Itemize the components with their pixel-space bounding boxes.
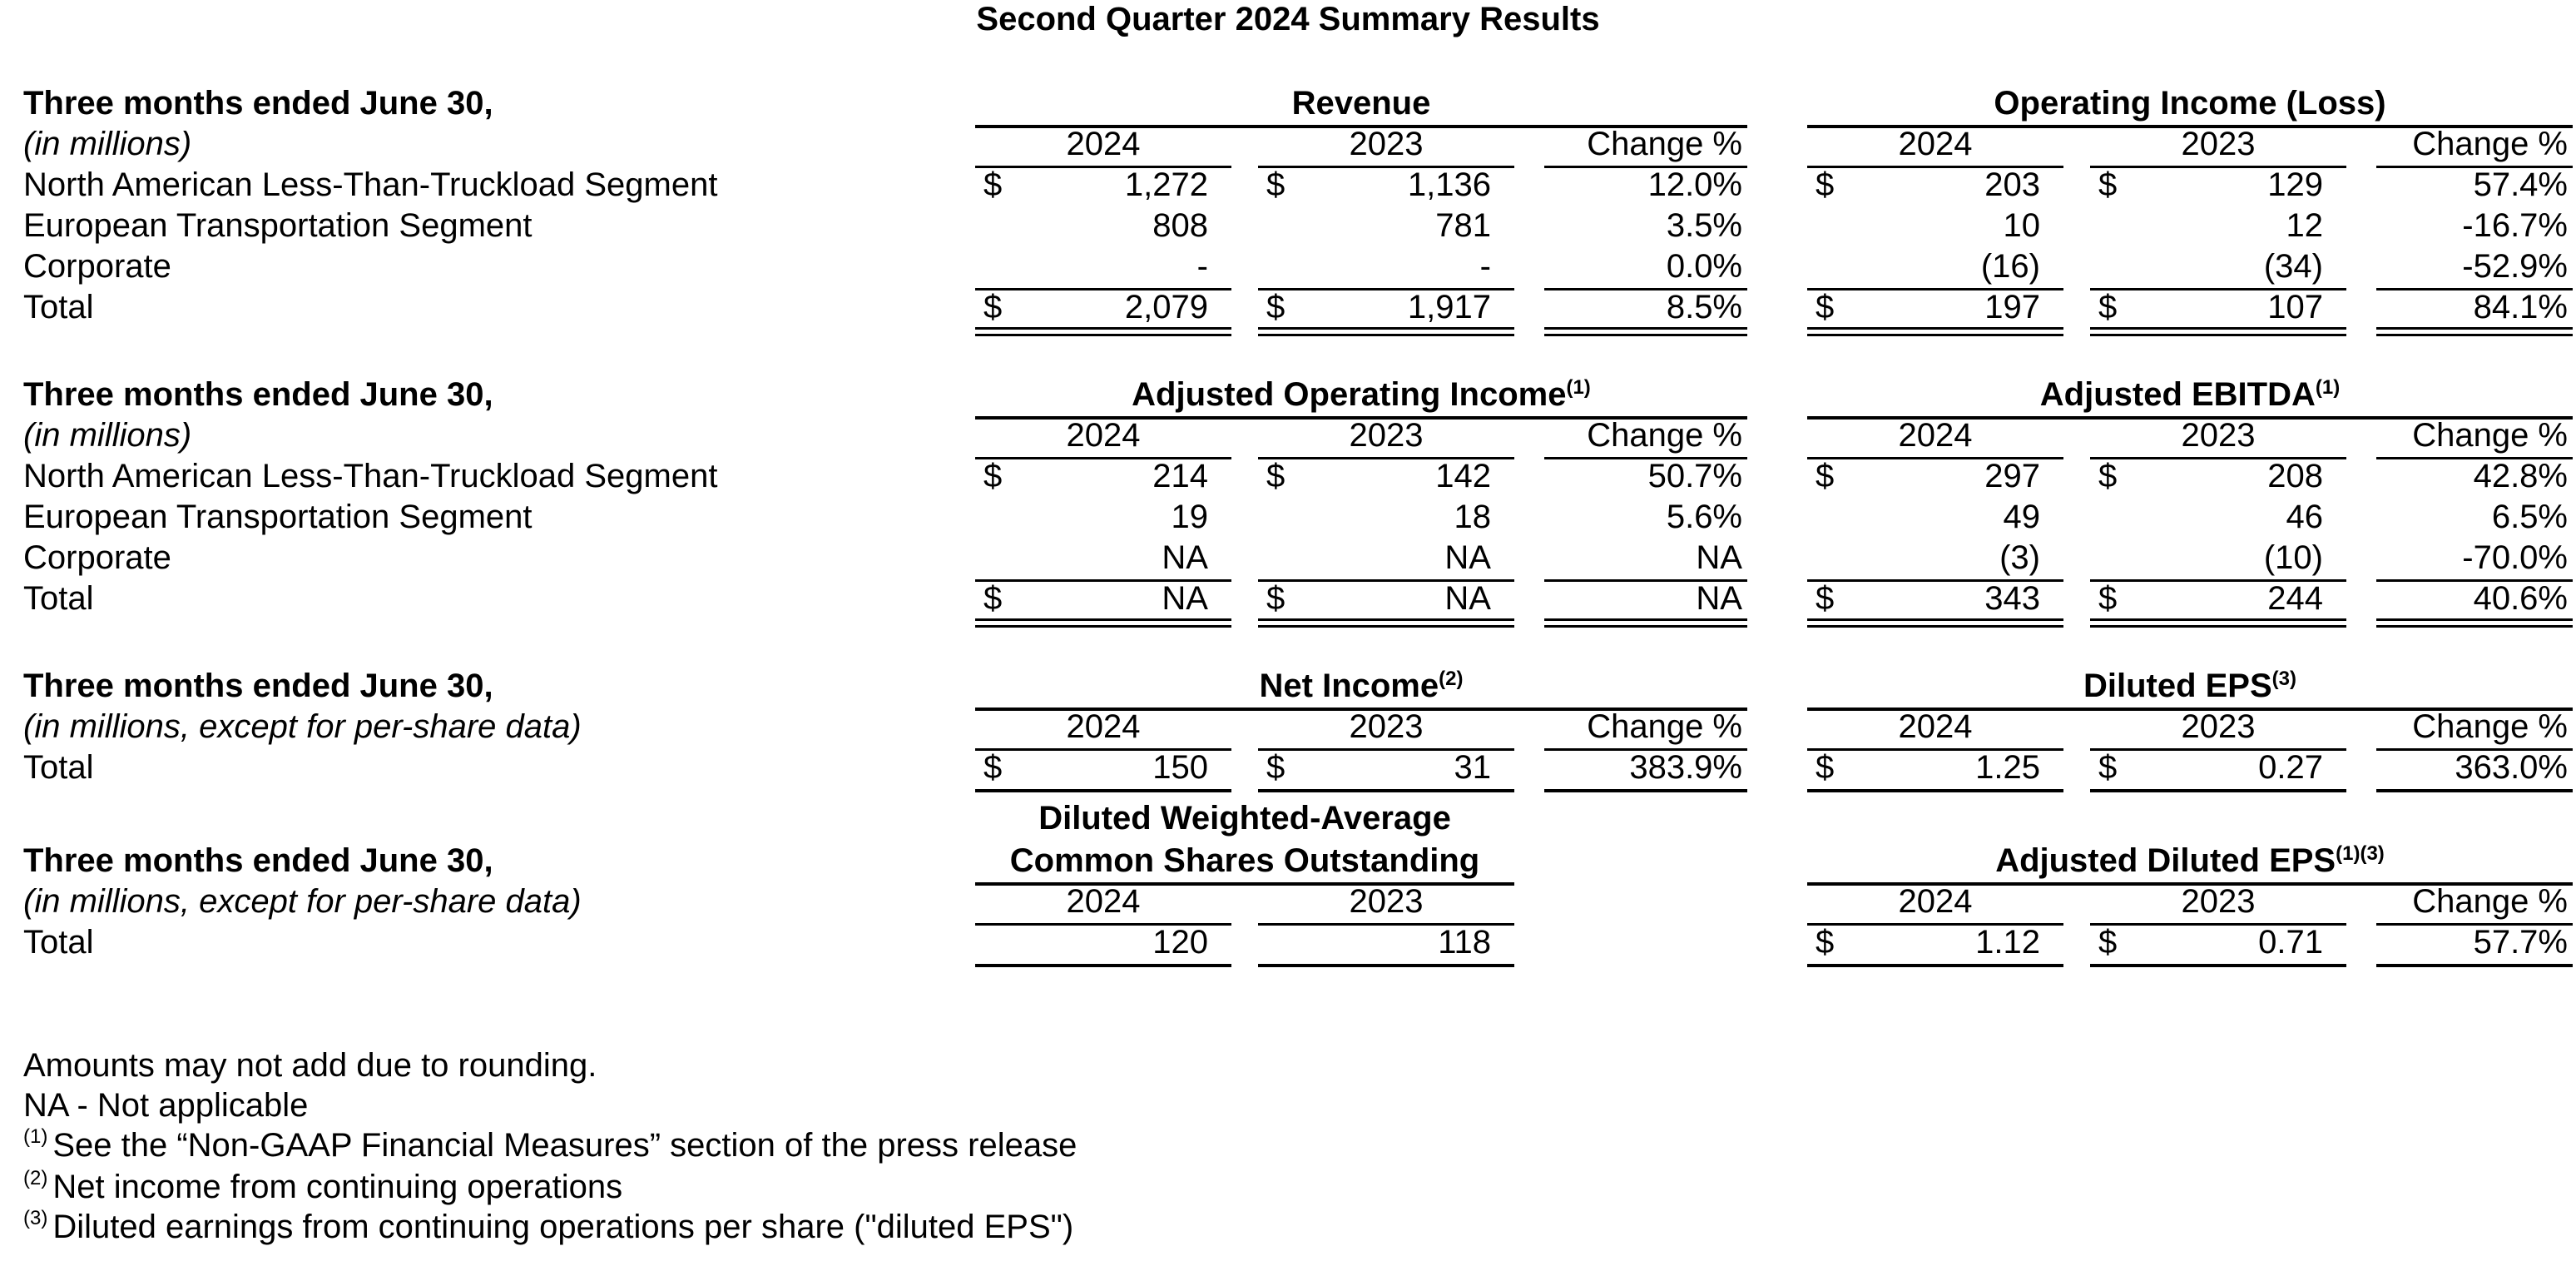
cell-value-2023: 31 bbox=[1454, 749, 1491, 786]
cell-value-2024: 214 bbox=[1152, 458, 1208, 494]
year-header: 2023 bbox=[2181, 708, 2256, 745]
cell-change-percent: 57.4% bbox=[2473, 166, 2568, 203]
dollar-sign: $ bbox=[2098, 580, 2118, 617]
dollar-sign: $ bbox=[1266, 166, 1286, 203]
dollar-sign: $ bbox=[1816, 924, 1835, 961]
cell-change-percent: 40.6% bbox=[2473, 580, 2568, 617]
change-header: Change % bbox=[2412, 883, 2568, 920]
rule-line bbox=[2090, 964, 2346, 967]
dollar-sign: $ bbox=[2098, 924, 2118, 961]
cell-change-percent: 42.8% bbox=[2473, 458, 2568, 494]
group-title-text: Net Income bbox=[1259, 668, 1439, 704]
cell-change-percent: 383.9% bbox=[1629, 749, 1742, 786]
footnote-marker: (1)(3) bbox=[2336, 842, 2385, 865]
units-label: (in millions, except for per-share data) bbox=[23, 883, 582, 920]
rule-line bbox=[1258, 964, 1514, 967]
cell-change-percent: -16.7% bbox=[2462, 207, 2568, 244]
year-header: 2023 bbox=[1349, 708, 1424, 745]
cell-change-percent: 3.5% bbox=[1666, 207, 1742, 244]
dollar-sign: $ bbox=[2098, 289, 2118, 325]
cell-change-percent: 6.5% bbox=[2491, 499, 2568, 535]
rule-line bbox=[975, 789, 1231, 792]
year-header: 2024 bbox=[1066, 883, 1141, 920]
footnote bbox=[23, 1047, 597, 1085]
cell-value-2024: 1,272 bbox=[1124, 166, 1208, 203]
cell-value-2023: 46 bbox=[2286, 499, 2323, 535]
row-label: North American Less-Than-Truckload Segment bbox=[23, 458, 718, 494]
year-header: 2024 bbox=[1898, 708, 1973, 745]
dollar-sign: $ bbox=[983, 166, 1003, 203]
footnote-text: Diluted earnings from continuing operations per share ("diluted EPS") bbox=[52, 1209, 1074, 1245]
cell-value-2024: 2,079 bbox=[1124, 289, 1208, 325]
cell-value-2023: 12 bbox=[2286, 207, 2323, 244]
double-rule-line bbox=[2090, 618, 2346, 628]
rule-line bbox=[1544, 789, 1747, 792]
cell-value-2023: 0.71 bbox=[2258, 924, 2323, 961]
group-title bbox=[975, 668, 1747, 705]
row-label: Total bbox=[23, 580, 94, 617]
cell-value-2023: 118 bbox=[1438, 924, 1491, 961]
cell-value-2024: 19 bbox=[1171, 499, 1208, 535]
cell-value-2024: 343 bbox=[1984, 580, 2040, 617]
cell-value-2024: 1.25 bbox=[1975, 749, 2040, 786]
cell-value-2024: 150 bbox=[1152, 749, 1208, 786]
dollar-sign: $ bbox=[1266, 458, 1286, 494]
double-rule-line bbox=[1544, 327, 1747, 336]
dollar-sign: $ bbox=[2098, 749, 2118, 786]
footnote bbox=[23, 1209, 1073, 1246]
group-title bbox=[975, 85, 1747, 122]
group-title bbox=[1807, 85, 2573, 122]
year-header: 2024 bbox=[1898, 883, 1973, 920]
change-header: Change % bbox=[1587, 417, 1742, 454]
cell-change-percent: 12.0% bbox=[1647, 166, 1742, 203]
double-rule-line bbox=[1807, 327, 2063, 336]
footnote-marker: (1) bbox=[2315, 376, 2341, 399]
dollar-sign: $ bbox=[983, 289, 1003, 325]
footnote-number: (3) bbox=[23, 1207, 48, 1229]
row-label: Total bbox=[23, 924, 94, 961]
rule-line bbox=[2376, 964, 2573, 967]
cell-value-2024: NA bbox=[1162, 539, 1208, 576]
footnote-marker: (1) bbox=[1566, 376, 1591, 399]
double-rule-line bbox=[1544, 618, 1747, 628]
change-header: Change % bbox=[2412, 417, 2568, 454]
cell-value-2024: 197 bbox=[1984, 289, 2040, 325]
double-rule-line bbox=[2376, 327, 2573, 336]
cell-value-2023: 107 bbox=[2267, 289, 2323, 325]
footnote bbox=[23, 1127, 1077, 1164]
double-rule-line bbox=[1807, 618, 2063, 628]
cell-value-2024: 49 bbox=[2003, 499, 2040, 535]
dollar-sign: $ bbox=[2098, 458, 2118, 494]
cell-value-2024: 203 bbox=[1984, 166, 2040, 203]
cell-value-2023: NA bbox=[1444, 539, 1491, 576]
rule-line bbox=[975, 964, 1231, 967]
dollar-sign: $ bbox=[1816, 580, 1835, 617]
group-title-text: Adjusted Diluted EPS bbox=[1995, 842, 2336, 879]
dollar-sign: $ bbox=[1266, 580, 1286, 617]
units-label: (in millions, except for per-share data) bbox=[23, 708, 582, 745]
footnote bbox=[23, 1087, 308, 1125]
group-title-text: Revenue bbox=[1291, 85, 1431, 122]
cell-value-2024: (16) bbox=[1980, 248, 2040, 285]
cell-value-2023: (10) bbox=[2263, 539, 2323, 576]
cell-change-percent: 8.5% bbox=[1666, 289, 1742, 325]
cell-value-2023: 0.27 bbox=[2258, 749, 2323, 786]
cell-change-percent: -52.9% bbox=[2462, 248, 2568, 285]
year-header: 2024 bbox=[1066, 126, 1141, 162]
period-label: Three months ended June 30, bbox=[23, 376, 493, 413]
cell-change-percent: 84.1% bbox=[2473, 289, 2568, 325]
cell-change-percent: 363.0% bbox=[2455, 749, 2568, 786]
cell-change-percent: 50.7% bbox=[1647, 458, 1742, 494]
dollar-sign: $ bbox=[2098, 166, 2118, 203]
change-header: Change % bbox=[2412, 126, 2568, 162]
cell-value-2024: 808 bbox=[1152, 207, 1208, 244]
dollar-sign: $ bbox=[1816, 458, 1835, 494]
rule-line bbox=[1807, 964, 2063, 967]
dollar-sign: $ bbox=[983, 580, 1003, 617]
cell-value-2024: 1.12 bbox=[1975, 924, 2040, 961]
cell-change-percent: -70.0% bbox=[2462, 539, 2568, 576]
year-header: 2023 bbox=[1349, 883, 1424, 920]
cell-value-2024: 120 bbox=[1152, 924, 1208, 961]
footnote-number: (2) bbox=[23, 1167, 48, 1189]
row-label: European Transportation Segment bbox=[23, 499, 533, 535]
cell-value-2023: NA bbox=[1444, 580, 1491, 617]
dollar-sign: $ bbox=[1266, 749, 1286, 786]
cell-value-2023: (34) bbox=[2263, 248, 2323, 285]
dollar-sign: $ bbox=[983, 749, 1003, 786]
group-title bbox=[1807, 842, 2573, 880]
group-title-text: Common Shares Outstanding bbox=[1009, 842, 1480, 879]
footnote bbox=[23, 1169, 622, 1206]
footnote-text: Net income from continuing operations bbox=[52, 1169, 623, 1205]
period-label: Three months ended June 30, bbox=[23, 85, 493, 122]
double-rule-line bbox=[975, 327, 1231, 336]
double-rule-line bbox=[1258, 618, 1514, 628]
rule-line bbox=[2376, 789, 2573, 792]
group-title bbox=[975, 842, 1514, 880]
cell-change-percent: NA bbox=[1696, 539, 1742, 576]
year-header: 2023 bbox=[1349, 417, 1424, 454]
group-title-text: Adjusted Operating Income bbox=[1132, 376, 1567, 413]
footnote-marker: (3) bbox=[2271, 668, 2297, 690]
footnote-text: NA - Not applicable bbox=[23, 1087, 309, 1124]
dollar-sign: $ bbox=[1816, 166, 1835, 203]
row-label: Total bbox=[23, 289, 94, 325]
group-title-text: Adjusted EBITDA bbox=[2039, 376, 2316, 413]
units-label: (in millions) bbox=[23, 126, 192, 162]
cell-change-percent: 0.0% bbox=[1666, 248, 1742, 285]
cell-value-2024: NA bbox=[1162, 580, 1208, 617]
dollar-sign: $ bbox=[1816, 749, 1835, 786]
cell-change-percent: 5.6% bbox=[1666, 499, 1742, 535]
row-label: Corporate bbox=[23, 248, 171, 285]
units-label: (in millions) bbox=[23, 417, 192, 454]
rule-line bbox=[1807, 789, 2063, 792]
cell-value-2023: - bbox=[1479, 248, 1491, 285]
group-title bbox=[1807, 376, 2573, 414]
group-title bbox=[1807, 668, 2573, 705]
cell-value-2023: 142 bbox=[1435, 458, 1491, 494]
group-title-text: Diluted EPS bbox=[2083, 668, 2272, 704]
year-header: 2023 bbox=[2181, 883, 2256, 920]
double-rule-line bbox=[975, 618, 1231, 628]
rule-line bbox=[1258, 789, 1514, 792]
footnote-marker: (2) bbox=[1439, 668, 1464, 690]
row-label: North American Less-Than-Truckload Segment bbox=[23, 166, 718, 203]
cell-value-2023: 129 bbox=[2267, 166, 2323, 203]
year-header: 2023 bbox=[2181, 126, 2256, 162]
group-title-line1: Diluted Weighted-Average bbox=[1038, 800, 1451, 837]
period-label: Three months ended June 30, bbox=[23, 842, 493, 879]
footnote-text: See the “Non-GAAP Financial Measures” section of the press release bbox=[52, 1127, 1077, 1164]
dollar-sign: $ bbox=[1816, 289, 1835, 325]
year-header: 2023 bbox=[2181, 417, 2256, 454]
year-header: 2024 bbox=[1066, 708, 1141, 745]
year-header: 2023 bbox=[1349, 126, 1424, 162]
change-header: Change % bbox=[1587, 708, 1742, 745]
dollar-sign: $ bbox=[983, 458, 1003, 494]
year-header: 2024 bbox=[1066, 417, 1141, 454]
row-label: Total bbox=[23, 749, 94, 786]
footnote-number: (1) bbox=[23, 1125, 48, 1148]
double-rule-line bbox=[1258, 327, 1514, 336]
period-label: Three months ended June 30, bbox=[23, 668, 493, 704]
cell-value-2024: (3) bbox=[1999, 539, 2040, 576]
year-header: 2024 bbox=[1898, 126, 1973, 162]
cell-value-2023: 208 bbox=[2267, 458, 2323, 494]
cell-value-2024: - bbox=[1196, 248, 1208, 285]
group-title-text: Operating Income (Loss) bbox=[1994, 85, 2386, 122]
double-rule-line bbox=[2376, 618, 2573, 628]
year-header: 2024 bbox=[1898, 417, 1973, 454]
rule-line bbox=[2090, 789, 2346, 792]
change-header: Change % bbox=[1587, 126, 1742, 162]
cell-value-2024: 297 bbox=[1984, 458, 2040, 494]
cell-change-percent: 57.7% bbox=[2473, 924, 2568, 961]
cell-value-2023: 244 bbox=[2267, 580, 2323, 617]
cell-value-2023: 781 bbox=[1435, 207, 1491, 244]
cell-value-2023: 1,917 bbox=[1407, 289, 1491, 325]
group-title bbox=[975, 376, 1747, 414]
row-label: Corporate bbox=[23, 539, 171, 576]
cell-value-2023: 1,136 bbox=[1407, 166, 1491, 203]
row-label: European Transportation Segment bbox=[23, 207, 533, 244]
dollar-sign: $ bbox=[1266, 289, 1286, 325]
cell-change-percent: NA bbox=[1696, 580, 1742, 617]
cell-value-2023: 18 bbox=[1454, 499, 1491, 535]
change-header: Change % bbox=[2412, 708, 2568, 745]
footnote-text: Amounts may not add due to rounding. bbox=[23, 1047, 597, 1084]
cell-value-2024: 10 bbox=[2003, 207, 2040, 244]
double-rule-line bbox=[2090, 327, 2346, 336]
page-title: Second Quarter 2024 Summary Results bbox=[976, 1, 1600, 37]
